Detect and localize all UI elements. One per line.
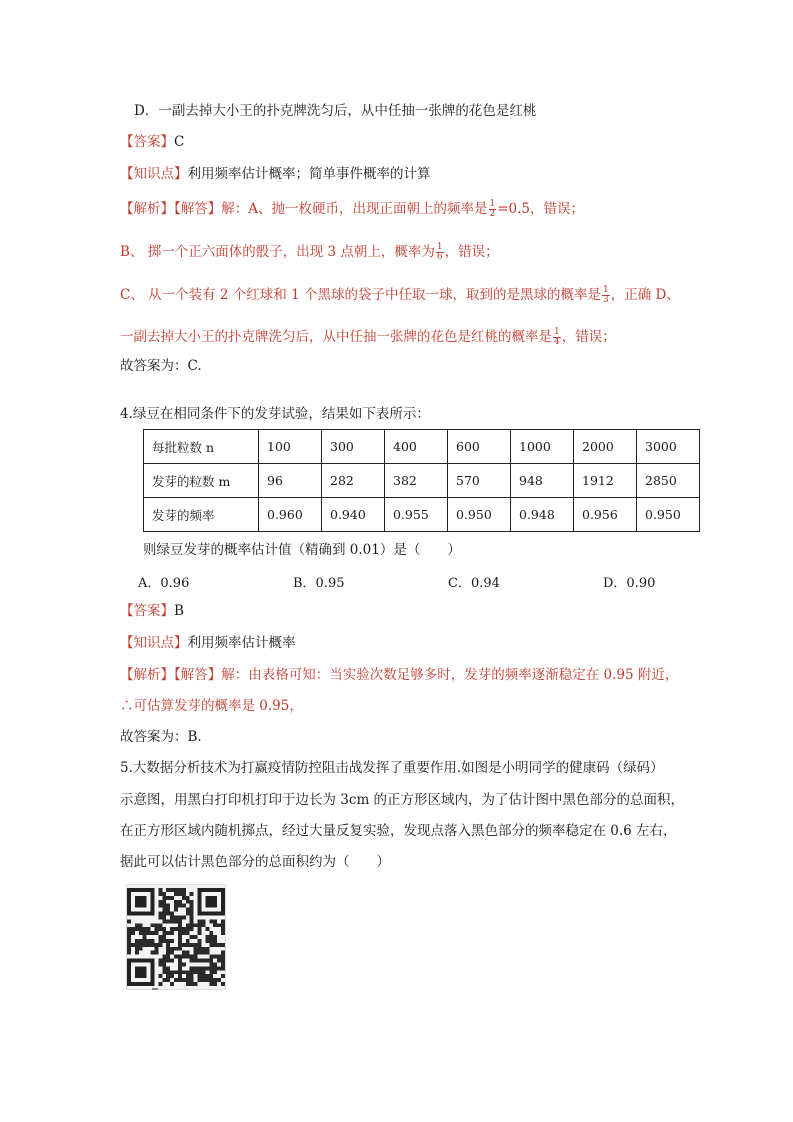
analysis-line-b — [120, 242, 499, 262]
q4-answer-label: 【答案】 — [120, 603, 174, 619]
table-cell: 400 — [385, 430, 448, 464]
question4-stem: 4.绿豆在相同条件下的发芽试验，结果如下表所示： — [120, 406, 430, 422]
knowledge-line — [120, 164, 431, 184]
fraction-c-num: 1 — [602, 285, 609, 295]
fraction-b-num: 1 — [436, 242, 443, 252]
table-row-header: 发芽的频率 — [144, 498, 259, 532]
analysis-line-c — [120, 285, 680, 305]
analysis-a-post: =0.5，错误； — [497, 201, 585, 217]
question5-line1: 5.大数据分析技术为打赢疫情防控阻击战发挥了重要作用.如图是小明同学的健康码（绿码） — [120, 760, 664, 776]
q4-answer-value: B — [174, 603, 184, 619]
table-row — [144, 430, 700, 464]
analysis-label: 【解析】【解答】 — [120, 201, 222, 217]
table-cell: 300 — [322, 430, 385, 464]
table-cell: 0.940 — [322, 498, 385, 532]
table-cell: 100 — [259, 430, 322, 464]
fraction-b — [436, 243, 444, 262]
table-cell: 600 — [448, 430, 511, 464]
analysis-d-text: 一副去掉大小王的扑克牌洗匀后，从中任抽一张牌的花色是红桃的概率是 — [120, 329, 552, 345]
answer-line — [120, 132, 184, 152]
fraction-d-num: 1 — [554, 327, 560, 337]
answer-label: 【答案】 — [120, 134, 174, 150]
knowledge-value: 利用频率估计概率；简单事件概率的计算 — [187, 166, 431, 182]
table-cell: 0.950 — [448, 498, 511, 532]
table-cell: 2000 — [574, 430, 637, 464]
analysis-line-a — [120, 199, 584, 219]
table-cell: 1000 — [511, 430, 574, 464]
table-cell: 0.950 — [637, 498, 700, 532]
table-cell: 0.960 — [259, 498, 322, 532]
table-row-header: 每批粒数 n — [144, 430, 259, 464]
analysis-line-d — [120, 327, 616, 347]
question5-line3: 在正方形区域内随机掷点，经过大量反复实验，发现点落入黑色部分的频率稳定在 0.6 左右， — [120, 823, 677, 839]
fraction-d-den: 4 — [554, 337, 560, 347]
fraction-a-den: 2 — [489, 209, 496, 219]
fraction-a-num: 1 — [489, 199, 496, 209]
table-cell: 382 — [385, 464, 448, 498]
table-row — [144, 498, 700, 532]
table-row — [144, 464, 700, 498]
fraction-c-den: 3 — [602, 295, 609, 305]
table-row-header: 发芽的粒数 m — [144, 464, 259, 498]
fraction-c — [602, 286, 610, 305]
question5-line2: 示意图，用黑白打印机打印于边长为 3cm 的正方形区域内，为了估计图中黑色部分的总面积， — [120, 792, 685, 808]
q4-analysis-line2: ∴可估算发芽的概率是 0.95， — [120, 698, 303, 714]
q4-knowledge-label: 【知识点】 — [120, 635, 188, 651]
table-cell: 0.955 — [385, 498, 448, 532]
answer-value: C — [174, 134, 185, 150]
table-cell: 96 — [259, 464, 322, 498]
option-b: B．0.95 — [293, 576, 345, 591]
table-cell: 282 — [322, 464, 385, 498]
question4-prompt: 则绿豆发芽的概率估计值（精确到 0.01）是（ ） — [143, 542, 461, 558]
option-d: D．一副去掉大小王的扑克牌洗匀后，从中任抽一张牌的花色是红桃 — [134, 103, 537, 119]
q4-analysis-line1 — [120, 665, 678, 685]
q4-analysis-label: 【解析】【解答】 — [120, 667, 222, 683]
table-cell: 0.948 — [511, 498, 574, 532]
option-d-q4: D．0.90 — [603, 576, 656, 591]
fraction-d — [553, 328, 561, 347]
table-cell: 0.956 — [574, 498, 637, 532]
qr-code-icon — [126, 884, 226, 990]
fraction-a — [489, 200, 497, 219]
table-cell: 1912 — [574, 464, 637, 498]
question5-line4: 据此可以估计黑色部分的总面积约为（ ） — [120, 854, 390, 870]
q4-analysis-text: 解：由表格可知：当实验次数足够多时，发芽的频率逐渐稳定在 0.95 附近， — [221, 667, 679, 683]
image-mark — [152, 988, 158, 990]
analysis-c-post: ，正确 D、 — [610, 287, 680, 303]
analysis-b-post: ，错误； — [444, 244, 499, 260]
q4-conclusion: 故答案为：B. — [120, 729, 202, 745]
option-a: A．0.96 — [138, 576, 190, 591]
conclusion-prev: 故答案为：C. — [120, 358, 202, 374]
knowledge-label: 【知识点】 — [120, 166, 188, 182]
analysis-a-text: 解：A、抛一枚硬币，出现正面朝上的频率是 — [221, 201, 488, 217]
analysis-b-text: B、 掷一个正六面体的骰子，出现 3 点朝上，概率为 — [120, 244, 435, 260]
q4-answer-line — [120, 601, 184, 621]
q4-knowledge-line — [120, 633, 296, 653]
table-cell: 3000 — [637, 430, 700, 464]
table-cell: 570 — [448, 464, 511, 498]
fraction-b-den: 6 — [436, 252, 443, 262]
table-cell: 948 — [511, 464, 574, 498]
germination-table — [143, 429, 700, 532]
table-cell: 2850 — [637, 464, 700, 498]
option-c: C．0.94 — [448, 576, 500, 591]
analysis-d-post: ，错误； — [561, 329, 616, 345]
analysis-c-text: C、 从一个装有 2 个红球和 1 个黑球的袋子中任取一球，取到的是黑球的概率是 — [120, 287, 601, 303]
q4-knowledge-value: 利用频率估计概率 — [187, 635, 296, 651]
